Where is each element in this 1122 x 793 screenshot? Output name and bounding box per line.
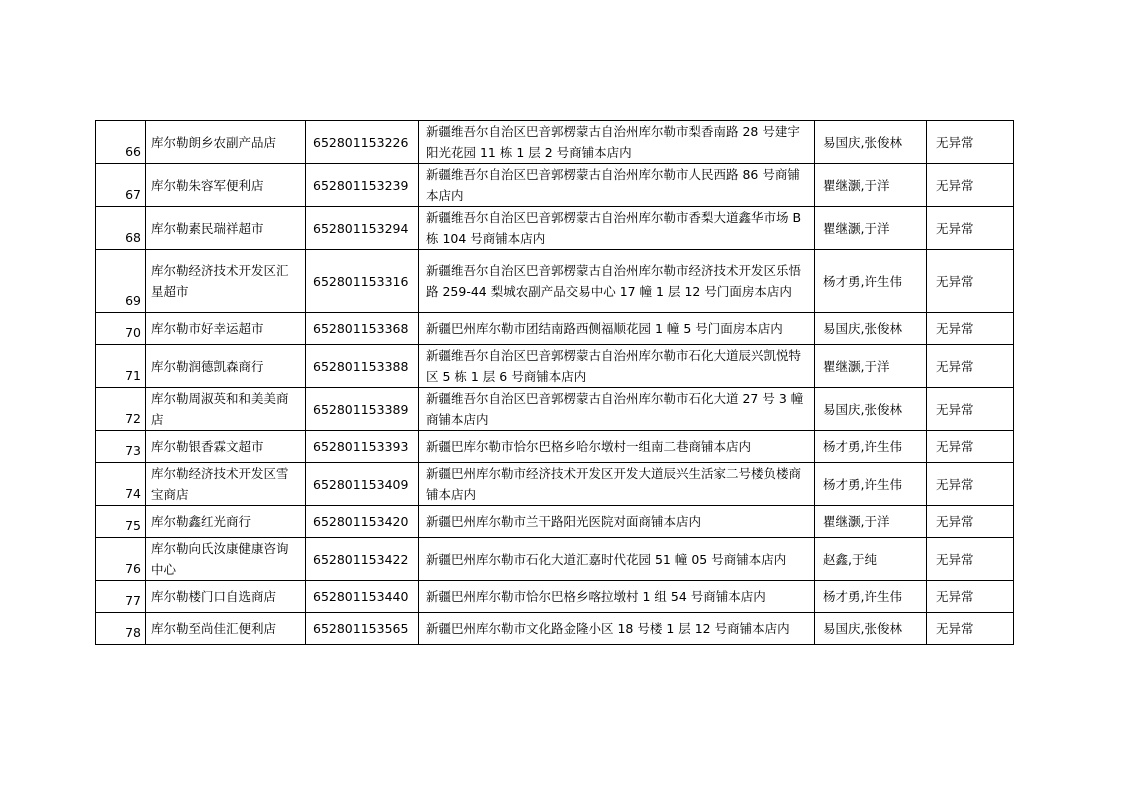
inspectors: 易国庆,张俊林 bbox=[815, 313, 927, 345]
row-number: 78 bbox=[96, 613, 146, 645]
table-row bbox=[96, 388, 1014, 431]
inspection-result: 无异常 bbox=[927, 431, 1014, 463]
inspectors: 杨才勇,许生伟 bbox=[815, 431, 927, 463]
store-address: 新疆巴州库尔勒市石化大道汇嘉时代花园 51 幢 05 号商铺本店内 bbox=[419, 538, 815, 581]
store-address: 新疆维吾尔自治区巴音郭楞蒙古自治州库尔勒市梨香南路 28 号建宇阳光花园 11 栋 1 层 2 号商铺本店内 bbox=[419, 121, 815, 164]
license-code: 652801153440 bbox=[306, 581, 419, 613]
table-row bbox=[96, 250, 1014, 313]
store-name: 库尔勒鑫红光商行 bbox=[146, 506, 306, 538]
inspectors: 易国庆,张俊林 bbox=[815, 121, 927, 164]
store-name: 库尔勒楼门口自选商店 bbox=[146, 581, 306, 613]
license-code: 652801153239 bbox=[306, 164, 419, 207]
license-code: 652801153422 bbox=[306, 538, 419, 581]
inspection-result: 无异常 bbox=[927, 164, 1014, 207]
row-number: 72 bbox=[96, 388, 146, 431]
table-row bbox=[96, 506, 1014, 538]
inspection-table-body bbox=[96, 121, 1014, 645]
table-row bbox=[96, 463, 1014, 506]
license-code: 652801153420 bbox=[306, 506, 419, 538]
store-address: 新疆巴州库尔勒市恰尔巴格乡喀拉墩村 1 组 54 号商铺本店内 bbox=[419, 581, 815, 613]
inspectors: 易国庆,张俊林 bbox=[815, 613, 927, 645]
store-name: 库尔勒润德凯森商行 bbox=[146, 345, 306, 388]
table-row bbox=[96, 613, 1014, 645]
license-code: 652801153393 bbox=[306, 431, 419, 463]
store-address: 新疆维吾尔自治区巴音郭楞蒙古自治州库尔勒市香梨大道鑫华市场 B 栋 104 号商铺本店内 bbox=[419, 207, 815, 250]
inspection-table bbox=[95, 120, 1014, 645]
store-name: 库尔勒银香霖文超市 bbox=[146, 431, 306, 463]
store-address: 新疆巴州库尔勒市兰干路阳光医院对面商铺本店内 bbox=[419, 506, 815, 538]
store-name: 库尔勒周淑英和和美美商店 bbox=[146, 388, 306, 431]
inspectors: 杨才勇,许生伟 bbox=[815, 250, 927, 313]
inspectors: 瞿继灏,于洋 bbox=[815, 164, 927, 207]
license-code: 652801153316 bbox=[306, 250, 419, 313]
store-address: 新疆维吾尔自治区巴音郭楞蒙古自治州库尔勒市人民西路 86 号商铺本店内 bbox=[419, 164, 815, 207]
inspectors: 赵鑫,于纯 bbox=[815, 538, 927, 581]
inspection-result: 无异常 bbox=[927, 313, 1014, 345]
license-code: 652801153565 bbox=[306, 613, 419, 645]
row-number: 67 bbox=[96, 164, 146, 207]
store-address: 新疆维吾尔自治区巴音郭楞蒙古自治州库尔勒市石化大道辰兴凯悦特区 5 栋 1 层 6 号商铺本店内 bbox=[419, 345, 815, 388]
row-number: 75 bbox=[96, 506, 146, 538]
license-code: 652801153368 bbox=[306, 313, 419, 345]
store-address: 新疆巴库尔勒市恰尔巴格乡哈尔墩村一组南二巷商铺本店内 bbox=[419, 431, 815, 463]
inspectors: 易国庆,张俊林 bbox=[815, 388, 927, 431]
store-address: 新疆巴州库尔勒市文化路金隆小区 18 号楼 1 层 12 号商铺本店内 bbox=[419, 613, 815, 645]
store-address: 新疆维吾尔自治区巴音郭楞蒙古自治州库尔勒市经济技术开发区乐悟路 259-44 梨城农副产品交易中心 17 幢 1 层 12 号门面房本店内 bbox=[419, 250, 815, 313]
table-row bbox=[96, 431, 1014, 463]
license-code: 652801153389 bbox=[306, 388, 419, 431]
license-code: 652801153388 bbox=[306, 345, 419, 388]
inspection-result: 无异常 bbox=[927, 463, 1014, 506]
store-name: 库尔勒朱容军便利店 bbox=[146, 164, 306, 207]
license-code: 652801153409 bbox=[306, 463, 419, 506]
inspection-result: 无异常 bbox=[927, 345, 1014, 388]
inspection-result: 无异常 bbox=[927, 613, 1014, 645]
row-number: 77 bbox=[96, 581, 146, 613]
store-name: 库尔勒向氏汝康健康咨询中心 bbox=[146, 538, 306, 581]
row-number: 70 bbox=[96, 313, 146, 345]
row-number: 69 bbox=[96, 250, 146, 313]
store-name: 库尔勒朗乡农副产品店 bbox=[146, 121, 306, 164]
row-number: 74 bbox=[96, 463, 146, 506]
store-address: 新疆巴州库尔勒市团结南路西侧福顺花园 1 幢 5 号门面房本店内 bbox=[419, 313, 815, 345]
table-row bbox=[96, 313, 1014, 345]
license-code: 652801153294 bbox=[306, 207, 419, 250]
inspectors: 瞿继灏,于洋 bbox=[815, 506, 927, 538]
license-code: 652801153226 bbox=[306, 121, 419, 164]
inspection-result: 无异常 bbox=[927, 207, 1014, 250]
store-address: 新疆巴州库尔勒市经济技术开发区开发大道辰兴生活家二号楼负楼商铺本店内 bbox=[419, 463, 815, 506]
inspectors: 杨才勇,许生伟 bbox=[815, 581, 927, 613]
row-number: 68 bbox=[96, 207, 146, 250]
inspectors: 杨才勇,许生伟 bbox=[815, 463, 927, 506]
table-row bbox=[96, 164, 1014, 207]
inspection-result: 无异常 bbox=[927, 506, 1014, 538]
store-name: 库尔勒市好幸运超市 bbox=[146, 313, 306, 345]
table-row bbox=[96, 207, 1014, 250]
inspection-result: 无异常 bbox=[927, 581, 1014, 613]
store-name: 库尔勒素民瑞祥超市 bbox=[146, 207, 306, 250]
row-number: 76 bbox=[96, 538, 146, 581]
inspectors: 瞿继灏,于洋 bbox=[815, 207, 927, 250]
inspection-result: 无异常 bbox=[927, 121, 1014, 164]
table-row bbox=[96, 581, 1014, 613]
table-row bbox=[96, 345, 1014, 388]
store-name: 库尔勒经济技术开发区雪宝商店 bbox=[146, 463, 306, 506]
store-address: 新疆维吾尔自治区巴音郭楞蒙古自治州库尔勒市石化大道 27 号 3 幢商铺本店内 bbox=[419, 388, 815, 431]
store-name: 库尔勒至尚佳汇便利店 bbox=[146, 613, 306, 645]
inspection-result: 无异常 bbox=[927, 538, 1014, 581]
row-number: 71 bbox=[96, 345, 146, 388]
inspection-result: 无异常 bbox=[927, 250, 1014, 313]
table-row bbox=[96, 538, 1014, 581]
row-number: 66 bbox=[96, 121, 146, 164]
store-name: 库尔勒经济技术开发区汇星超市 bbox=[146, 250, 306, 313]
inspection-result: 无异常 bbox=[927, 388, 1014, 431]
inspectors: 瞿继灏,于洋 bbox=[815, 345, 927, 388]
table-row bbox=[96, 121, 1014, 164]
row-number: 73 bbox=[96, 431, 146, 463]
